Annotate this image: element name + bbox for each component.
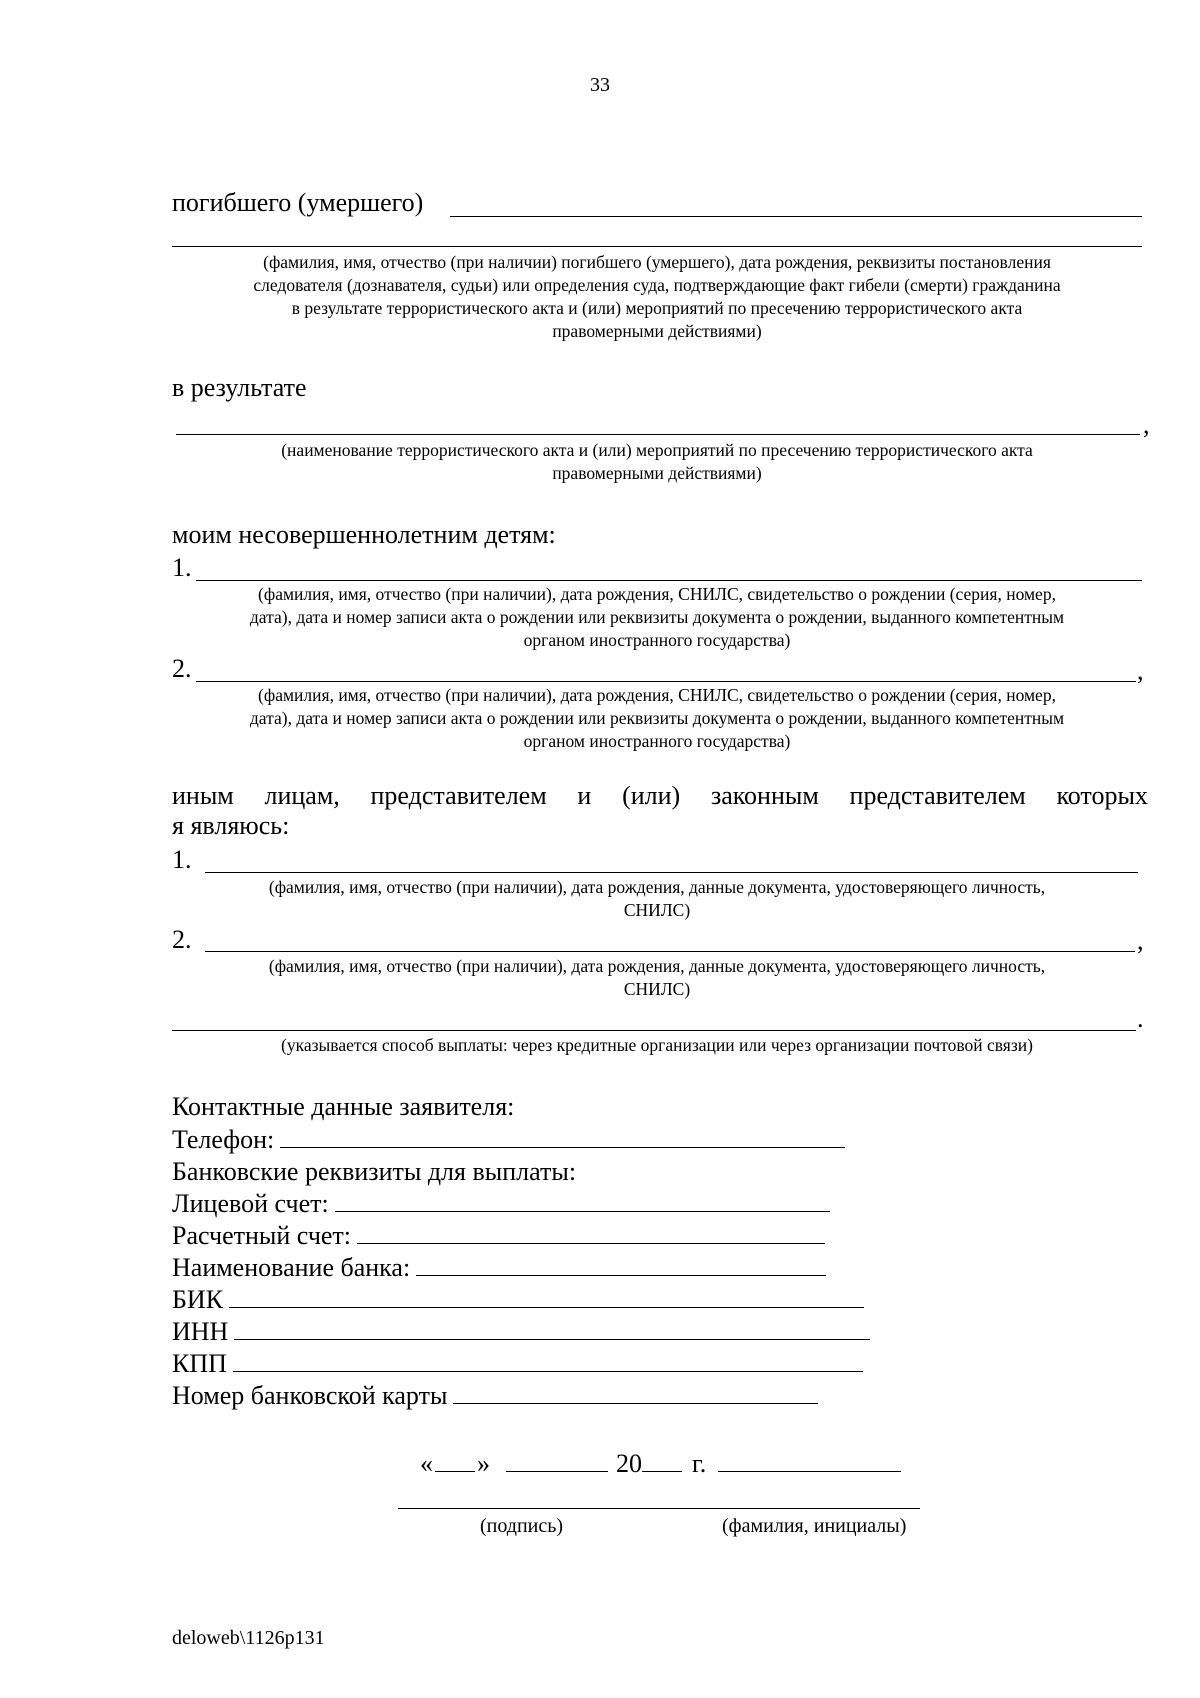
- date-year-prefix: 20: [616, 1449, 642, 1478]
- settlement-account-input-line[interactable]: [357, 1221, 825, 1244]
- bank-heading: Банковские реквизиты для выплаты:: [172, 1157, 577, 1186]
- signature-input-line[interactable]: [398, 1508, 920, 1509]
- bik-label: БИК: [172, 1285, 224, 1314]
- date-year-suffix: г.: [692, 1449, 707, 1478]
- personal-account-row: [172, 1189, 830, 1219]
- date-open-quote: «: [420, 1449, 433, 1478]
- signature-caption: (подпись): [480, 1515, 564, 1537]
- others-label-line-1: иным лицам, представителем и (или) законным представителем которых: [172, 781, 1148, 810]
- bank-name-label: Наименование банка:: [172, 1253, 411, 1282]
- inn-input-line[interactable]: [234, 1317, 870, 1340]
- result-caption: (наименование террористического акта и (или) мероприятий по пресечению террористического акта правомерными действиями): [281, 440, 1033, 483]
- page-number: 33: [590, 74, 610, 96]
- other-1-input-line[interactable]: [205, 872, 1138, 873]
- result-label: в результате: [172, 373, 307, 402]
- bik-input-line[interactable]: [229, 1285, 864, 1308]
- settlement-account-row: [172, 1221, 825, 1251]
- payment-method-input-line[interactable]: [172, 1030, 1136, 1031]
- phone-label: Телефон:: [172, 1125, 275, 1154]
- phone-input-line[interactable]: [280, 1125, 845, 1148]
- child-2-caption: (фамилия, имя, отчество (при наличии), дата рождения, СНИЛС, свидетельство о рождении (серия, номер, дата), дата и номер записи акта о рождении или реквизиты документа о рождении, выданного компетентным органом иностранного государства): [249, 685, 1065, 751]
- footer-code: deloweb\1126p131: [172, 1627, 325, 1649]
- card-number-row: [172, 1381, 818, 1411]
- other-1-number: 1.: [172, 845, 192, 874]
- child-2-input-line[interactable]: [196, 681, 1136, 682]
- children-label: моим несовершеннолетним детям:: [172, 520, 556, 549]
- child-1-caption: (фамилия, имя, отчество (при наличии), дата рождения, СНИЛС, свидетельство о рождении (серия, номер, дата), дата и номер записи акта о рождении или реквизиты документа о рождении, выданного компетентным органом иностранного государства): [249, 584, 1065, 650]
- personal-account-input-line[interactable]: [335, 1189, 830, 1212]
- other-2-comma: ,: [1137, 926, 1144, 955]
- date-close-quote: »: [477, 1449, 490, 1478]
- inn-label: ИНН: [172, 1317, 229, 1346]
- date-day-input-line[interactable]: [435, 1449, 475, 1472]
- date-year-input-line[interactable]: [642, 1449, 682, 1472]
- settlement-account-label: Расчетный счет:: [172, 1221, 352, 1250]
- deceased-caption: (фамилия, имя, отчество (при наличии) погибшего (умершего), дата рождения, реквизиты постановления следователя (дознавателя, судьи) или определения суда, подтверждающие факт гибели (смерти) гражданина в результате террористического акта и (или) мероприятий по пресечению террористического акта правомерными действиями): [253, 252, 1061, 341]
- bank-name-input-line[interactable]: [416, 1253, 826, 1276]
- other-2-input-line[interactable]: [205, 951, 1135, 952]
- child-1-number: 1.: [172, 553, 192, 582]
- date-month-input-line[interactable]: [506, 1449, 608, 1472]
- deceased-input-line-2[interactable]: [172, 246, 1142, 247]
- result-comma: ,: [1143, 410, 1150, 439]
- child-2-comma: ,: [1137, 656, 1144, 685]
- contacts-heading: Контактные данные заявителя:: [172, 1092, 515, 1121]
- payment-caption: (указывается способ выплаты: через кредитные организации или через организации почтовой связи): [281, 1035, 1033, 1055]
- kpp-input-line[interactable]: [233, 1349, 863, 1372]
- card-number-input-line[interactable]: [453, 1381, 818, 1404]
- child-2-number: 2.: [172, 654, 192, 683]
- payment-period: .: [1137, 1004, 1144, 1033]
- other-2-caption: (фамилия, имя, отчество (при наличии), дата рождения, данные документа, удостоверяющего личность, СНИЛС): [268, 956, 1046, 999]
- bik-row: [172, 1285, 864, 1315]
- phone-row: [172, 1125, 845, 1155]
- kpp-label: КПП: [172, 1349, 227, 1378]
- other-2-number: 2.: [172, 925, 192, 954]
- kpp-row: [172, 1349, 863, 1379]
- date-extra-input-line[interactable]: [718, 1449, 901, 1472]
- personal-account-label: Лицевой счет:: [172, 1189, 329, 1218]
- deceased-input-line-1[interactable]: [450, 216, 1142, 217]
- name-initials-caption: (фамилия, инициалы): [722, 1515, 907, 1537]
- bank-name-row: [172, 1253, 826, 1283]
- others-label-line-2: я являюсь:: [172, 811, 290, 840]
- card-number-label: Номер банковской карты: [172, 1381, 448, 1410]
- date-line: [420, 1449, 901, 1479]
- child-1-input-line[interactable]: [196, 580, 1142, 581]
- other-1-caption: (фамилия, имя, отчество (при наличии), дата рождения, данные документа, удостоверяющего личность, СНИЛС): [268, 877, 1046, 920]
- result-input-line[interactable]: [176, 434, 1140, 435]
- inn-row: [172, 1317, 870, 1347]
- deceased-label: погибшего (умершего): [172, 188, 424, 217]
